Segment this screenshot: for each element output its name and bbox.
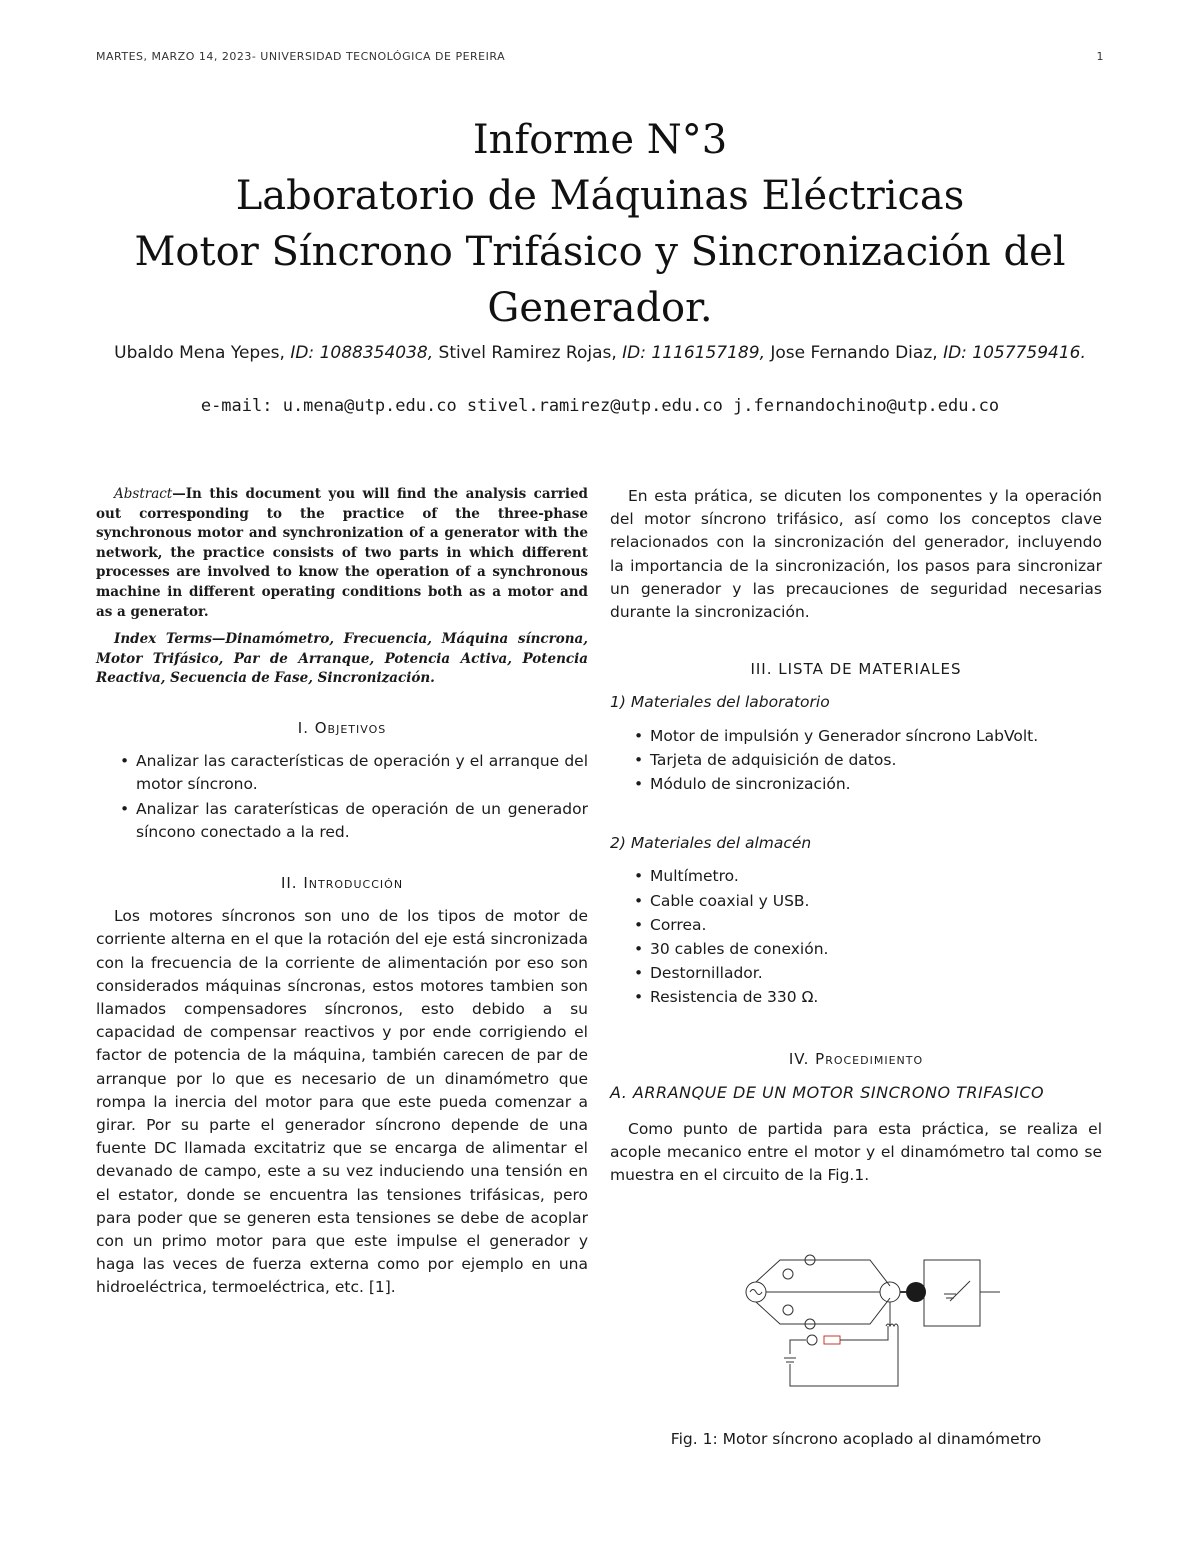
- abstract-label: Abstract: [114, 486, 173, 502]
- title-line-2: Laboratorio de Máquinas Eléctricas: [235, 173, 965, 219]
- running-header: [96, 50, 1104, 63]
- section-number: IV.: [788, 1049, 810, 1068]
- section-title: LISTA DE MATERIALES: [778, 660, 962, 679]
- dynamometer-box: [924, 1260, 980, 1326]
- list-item: • Destornillador.: [610, 962, 1102, 985]
- author-list: [96, 340, 1104, 366]
- list-item: • Resistencia de 330 Ω.: [610, 986, 1102, 1009]
- section-title: Procedimiento: [815, 1049, 924, 1068]
- list-item: • Motor de impulsión y Generador síncrono LabVolt.: [610, 725, 1102, 748]
- list-item: • Multímetro.: [610, 865, 1102, 888]
- list-item: • Correa.: [610, 914, 1102, 937]
- paper-title: [96, 112, 1104, 336]
- abstract: [96, 485, 588, 622]
- page-number: 1: [1096, 50, 1104, 63]
- circuit-diagram: [710, 1246, 1030, 1406]
- right-column: [610, 485, 1102, 1451]
- abstract-text: —In this document you will find the analysis carried out corresponding to the practice of the three-phase synchronous motor and synchronization of a generator with the network, the practice consists of two parts in which different processes are involved to know the operation of a synchronous machine in different operating conditions both as a motor and as a generator.: [96, 486, 588, 620]
- list-item: • Cable coaxial y USB.: [610, 890, 1102, 913]
- section-heading-procedimiento: [610, 1048, 1102, 1071]
- section-number: III.: [750, 660, 773, 679]
- materiales-laboratorio-list: [610, 725, 1102, 797]
- section-heading-objetivos: [96, 717, 588, 740]
- author-emails: e-mail: u.mena@utp.edu.co stivel.ramirez@utp.edu.co j.fernandochino@utp.edu.co: [200, 396, 1000, 416]
- section-number: I.: [297, 718, 309, 737]
- procedimiento-paragraph: Como punto de partida para esta práctica, se realiza el acople mecanico entre el motor y el dinamómetro tal como se muestra en el circuito de la Fig.1.: [610, 1120, 1102, 1185]
- introduccion-paragraph: Los motores síncronos son uno de los tipos de motor de corriente alterna en el que la rotación del eje está sincronizada con la frecuencia de la corriente de alimentación por eso son considerados máquinas síncronas, estos motores tambien son llamados compensadores síncronos, esto debido a su capacidad de compensar reactivos y por ende corrigiendo el factor de potencia de la máquina, también carecen de par de arranque por lo que es necesario de un dinamómetro que rompa la inercia del motor para que este pueda comenzar a girar. Por su parte el generador síncrono depende de una fuente DC llamada excitatriz que se encarga de alimentar el devanado de campo, este a su vez induciendo una tensión en el estator, donde se encuentra las tensiones trifásicas, pero para poder que se generen esta tensiones se debe de acoplar con un primo motor para que este impulse el generador y haga las veces de fuerza externa como por ejemplo en una hidroeléctrica, termoeléctrica, etc. [1].: [96, 907, 588, 1297]
- title-line-4: Generador.: [487, 285, 713, 331]
- title-line-1: Informe N°3: [472, 117, 728, 163]
- section-number: II.: [280, 873, 298, 892]
- subheading-materiales-laboratorio: 1) Materiales del laboratorio: [610, 693, 830, 712]
- list-item: • Tarjeta de adquisición de datos.: [610, 749, 1102, 772]
- author-3-id: ID: 1057759416.: [943, 343, 1086, 363]
- title-line-3: Motor Síncrono Trifásico y Sincronización del: [134, 229, 1066, 275]
- subheading-materiales-almacen: 2) Materiales del almacén: [610, 834, 812, 853]
- section-title: Introducción: [303, 873, 404, 892]
- list-item: • Analizar las caraterísticas de operación de un generador síncono conectado a la red.: [96, 798, 588, 844]
- list-item: • Analizar las características de operación y el arranque del motor síncrono.: [96, 750, 588, 796]
- figure-caption: Fig. 1: Motor síncrono acoplado al dinamómetro: [670, 1429, 1042, 1448]
- author-2-name: Stivel Ramirez Rojas,: [438, 343, 617, 363]
- author-1-name: Ubaldo Mena Yepes,: [114, 343, 285, 363]
- materiales-almacen-list: [610, 865, 1102, 1009]
- figure-1: [610, 1246, 1102, 1416]
- author-2-id: ID: 1116157189,: [622, 343, 765, 363]
- objetivos-list: [96, 750, 588, 844]
- subsection-heading: A. ARRANQUE DE UN MOTOR SINCRONO TRIFASICO: [610, 1082, 1045, 1102]
- index-terms: Index Terms—Dinamómetro, Frecuencia, Máquina síncrona, Motor Trifásico, Par de Arranque, Potencia Activa, Potencia Reactiva, Secuencia de Fase, Sincronización.: [96, 631, 588, 687]
- motor-symbol: [880, 1282, 900, 1302]
- section-heading-introduccion: [96, 872, 588, 895]
- left-column: [96, 485, 588, 1300]
- author-1-id: ID: 1088354038,: [290, 343, 434, 363]
- introduccion-paragraph-2: En esta prática, se dicuten los componentes y la operación del motor síncrono trifásico, así como los conceptos clave relacionados con la sincronización del generador, incluyendo la importancia de la sincronización, los pasos para sincronizar un generador y las precauciones de seguridad necesarias durante la sincronización.: [610, 487, 1102, 622]
- coupling-symbol: [906, 1282, 926, 1302]
- list-item: • 30 cables de conexión.: [610, 938, 1102, 961]
- section-heading-materiales: [610, 658, 1102, 681]
- list-item: • Módulo de sincronización.: [610, 773, 1102, 796]
- author-3-name: Jose Fernando Diaz,: [770, 343, 938, 363]
- section-title: Objetivos: [314, 718, 387, 737]
- running-header-text: MARTES, MARZO 14, 2023- UNIVERSIDAD TECNOLÓGICA DE PEREIRA: [96, 50, 506, 63]
